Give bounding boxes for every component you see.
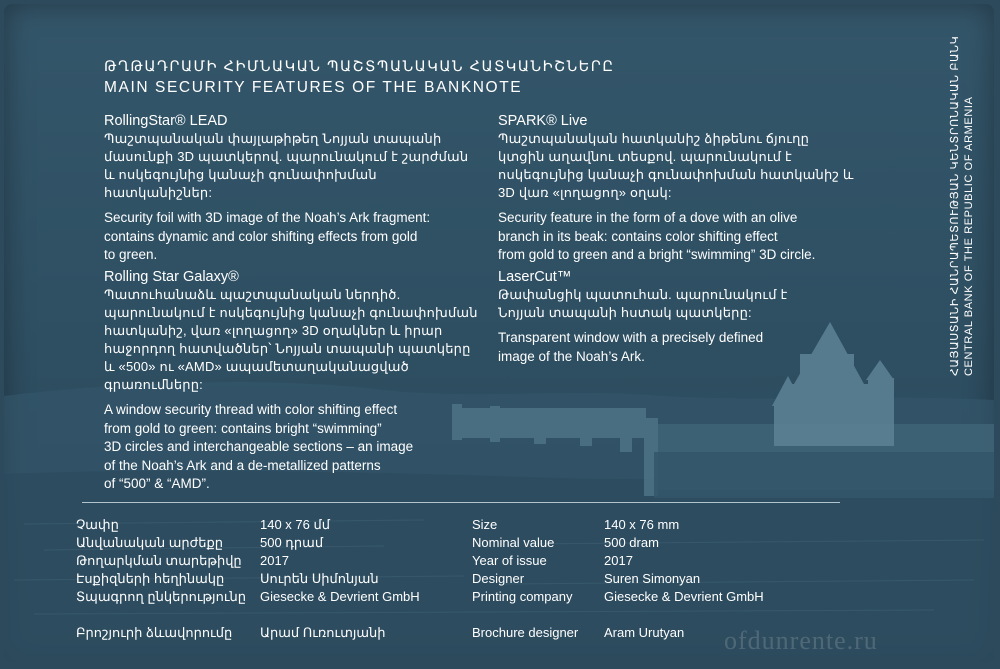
feature-rollingstar-lead [104, 112, 468, 265]
spec-values-english [604, 516, 764, 606]
spec-label: Չափը [76, 517, 119, 532]
title-armenian: ԹՂԹԱԴՐԱՄԻ ՀԻՄՆԱԿԱՆ ՊԱՇՏՊԱՆԱԿԱՆ ՀԱՏԿԱՆԻՇՆԵՐԸ [104, 59, 615, 75]
feature-english-line: Transparent window with a precisely defined [498, 330, 764, 345]
spec-label: Թողարկման տարեթիվը [76, 553, 242, 568]
feature-armenian-line: հատկանիշ, վառ «լողացող» 3D օղակներ և իրար [104, 323, 443, 338]
brochure-value-armenian: Արամ Ուռուտյանի [260, 625, 386, 640]
feature-english-line: Security feature in the form of a dove with an olive [498, 210, 798, 225]
feature-heading: Rolling Star Galaxy® [104, 269, 239, 285]
feature-heading: LaserCut™ [498, 269, 572, 285]
website-watermark: ofdunrente.ru [724, 626, 878, 655]
spec-value: 2017 [260, 553, 289, 568]
spec-label: Size [472, 517, 498, 532]
brochure-label-english: Brochure designer [472, 625, 579, 640]
spec-value: 500 dram [604, 535, 659, 550]
feature-armenian-line: և «500» ու «AMD» ապամետաղականացված [104, 359, 409, 374]
feature-armenian-line: Նոյյան տապանի հստակ պատկերը: [498, 305, 752, 320]
feature-armenian-line: հատկանիշներ: [104, 185, 213, 200]
feature-english-line: A window security thread with color shifting effect [104, 402, 398, 417]
central-bank-side-text [948, 35, 976, 376]
spec-label: Printing company [472, 589, 573, 604]
feature-english-line: of “500” & “AMD”. [104, 476, 210, 491]
brochure-card [4, 4, 994, 662]
spec-labels-english [472, 516, 572, 606]
feature-english-line: 3D circles and interchangeable sections – an image [104, 439, 414, 454]
feature-armenian-line: պարունակում է ոսկեգույնից կանաչի գունափոխման [104, 305, 478, 320]
palisade [654, 452, 994, 498]
feature-english-line: to green. [104, 247, 158, 262]
feature-rolling-star-galaxy [104, 268, 478, 494]
spec-label: Nominal value [472, 535, 555, 550]
feature-lasercut [498, 268, 787, 366]
side-text-armenian: ՀԱՅԱՍՏԱՆԻ ՀԱՆՐԱՊԵՏՈՒԹՅԱՆ ԿԵՆՏՐՈՆԱԿԱՆ ԲԱՆԿ [949, 35, 961, 376]
spec-labels-armenian [76, 516, 246, 606]
spec-label: Էսքիզների հեղինակը [76, 571, 225, 586]
feature-armenian-line: մասունքի 3D պատկերով. պարունակում է շարժման [104, 149, 469, 164]
spec-value: Suren Simonyan [604, 571, 701, 586]
feature-armenian-line: Պաշտպանական հատկանիշ ձիթենու ճյուղը [498, 131, 810, 146]
spec-label: Անվանական արժեքը [76, 535, 223, 550]
feature-spark-live [498, 112, 854, 265]
feature-heading: RollingStar® LEAD [104, 113, 228, 129]
feature-english-line: contains dynamic and color shifting effects from gold [104, 228, 418, 244]
feature-english-line: Security foil with 3D image of the Noah’s Ark fragment: [104, 210, 431, 225]
feature-english-line: of the Noah’s Ark and a de-metallized patterns [104, 457, 381, 473]
spec-value: 500 դրամ [260, 535, 324, 550]
brochure-value-english: Aram Urutyan [604, 625, 685, 640]
spec-values-armenian [260, 516, 420, 606]
spec-value: 140 x 76 mm [604, 517, 680, 532]
feature-armenian-line: հաջորդող հատվածներ՝ Նոյյան տապանի պատկերը [104, 341, 471, 356]
feature-armenian-line: 3D վառ «լողացող» օղակ: [498, 185, 672, 200]
spec-label: Designer [472, 571, 525, 586]
feature-armenian-line: կտցին աղավնու տեսքով. պարունակում է [498, 149, 792, 164]
church-building [772, 322, 894, 446]
feature-english-line: from gold to green and a bright “swimming” 3D circle. [498, 247, 816, 262]
feature-armenian-line: Պատուհանաձև պաշտպանական ներդիծ. [104, 287, 401, 302]
spec-value: 140 x 76 մմ [260, 517, 330, 532]
spec-value: 2017 [604, 553, 633, 568]
brochure-label-armenian: Բրոշյուրի ձևավորումը [76, 625, 233, 640]
feature-armenian-line: ոսկեգույնից կանաչի գունափոխման հատկանիշ և [498, 167, 854, 182]
spec-value: Giesecke & Devrient GmbH [260, 589, 420, 604]
feature-armenian-line: Թափանցիկ պատուհան. պարունակում է [498, 287, 788, 302]
feature-english-line: image of the Noah’s Ark. [498, 348, 645, 364]
divider-line [82, 502, 840, 503]
spec-value: Սուրեն Սիմոնյան [260, 571, 379, 586]
spec-value: Giesecke & Devrient GmbH [604, 589, 764, 604]
title-english: MAIN SECURITY FEATURES OF THE BANKNOTE [104, 79, 523, 96]
feature-armenian-line: գրառումները: [104, 377, 203, 392]
spec-label: Year of issue [472, 553, 547, 568]
feature-heading: SPARK® Live [498, 113, 588, 129]
feature-english-line: from gold to green: contains bright “swimming” [104, 420, 382, 436]
feature-armenian-line: Պաշտպանական փայլաթիթեղ Նոյյան տապանի [104, 131, 442, 146]
feature-armenian-line: և ոսկեգույնից կանաչի գունափոխման [104, 167, 377, 182]
feature-english-line: branch in its beak: contains color shifting effect [498, 228, 778, 244]
spec-label: Տպագրող ընկերությունը [76, 589, 246, 604]
side-text-english: CENTRAL BANK OF THE REPUBLIC OF ARMENIA [963, 96, 975, 376]
